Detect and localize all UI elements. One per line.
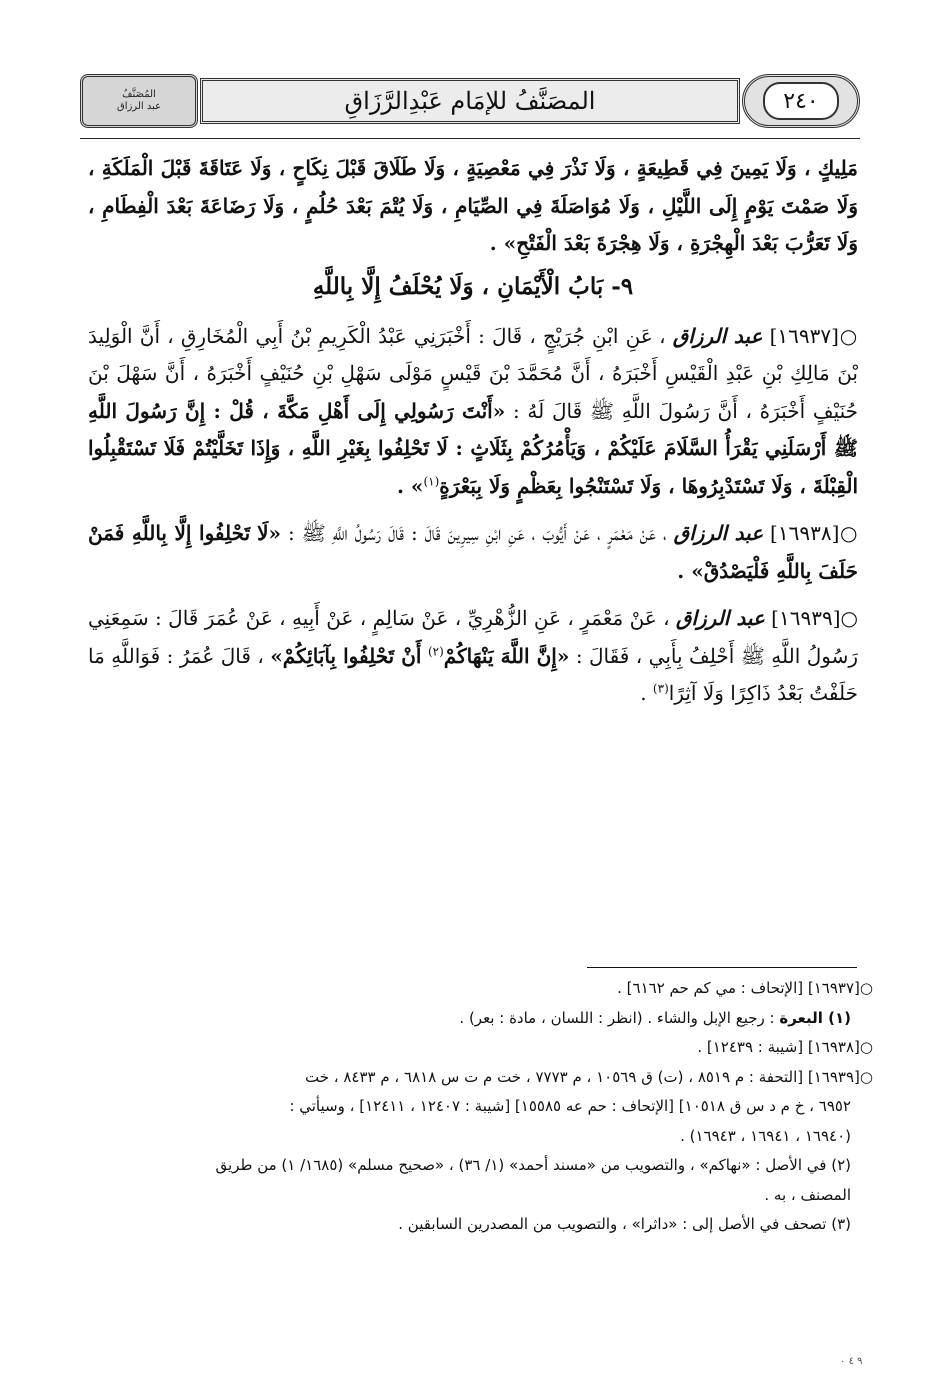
footnote: المصنف ، به . xyxy=(764,1185,851,1204)
hadith-number: ○[١٦٩٣٧] xyxy=(769,323,858,348)
hadith-continuation: مَلِيكٍ ، وَلَا يَمِينَ فِي قَطِيعَةٍ ، وَلَا نَذْرَ فِي مَعْصِيَةٍ ، وَلَا طَلَاقَ قَبْلَ نِكَاحٍ ، وَلَا عَتَاقَةَ قَبْلَ الْمَلَكَةِ ، وَلَا صَمْتَ يَوْمٍ إِلَى اللَّيْلِ ، وَلَا مُوَاصَلَةَ فِي الصِّيَامِ ، وَلَا يُتْمَ بَعْدَ حُلُمٍ ، وَلَا رَضَاعَةَ بَعْدَ الْفِطَامِ ، وَلَا تَعَرُّبَ بَعْدَ الْهِجْرَةِ ، وَلَا هِجْرَةَ بَعْدَ الْفَتْحِ» . xyxy=(88,156,858,255)
book-title: المصَنَّفُ للإمَام عَبْدِالرَّزَاقِ xyxy=(344,87,596,115)
isnad: ، عَنْ مَعْمَرٍ ، عَنِ الزُّهْرِيِّ ، عَنْ سَالِمٍ ، عَنْ أَبِيهِ ، عَنْ عُمَرَ قَالَ : سَمِعَنِي رَسُولُ اللَّهِ ﷺ أَحْلِفُ بِأَبِي ، فَقَالَ : xyxy=(88,606,859,668)
footnote: ○[١٦٩٣٩] [التحفة : م ٨٥١٩ ، (ت) ق ١٠٥٦٩ ، م ٧٧٧٣ ، خت م ت س ٦٨١٨ ، م ٨٤٣٣ ، خت xyxy=(304,1067,873,1086)
matn-end: » . xyxy=(397,473,424,498)
chapter-title: ٩- بَابُ الْأَيْمَانِ ، وَلَا يُحْلَفُ إِلَّا بِاللَّهِ xyxy=(312,272,634,300)
hadith-number: ○[١٦٩٣٩] xyxy=(771,606,858,630)
footnote-ref: (٢) xyxy=(427,643,444,658)
seal-text xyxy=(117,89,161,113)
seal-line: عبد الرزاق xyxy=(116,101,162,112)
narration-end: . xyxy=(640,681,653,705)
page-header xyxy=(80,74,860,128)
matn: «لَا تَحْلِفُوا إِلَّا بِاللَّهِ فَمَنْ حَلَفَ بِاللَّهِ فَلْيَصْدُقْ» . xyxy=(88,521,858,583)
hadith-number: ○[١٦٩٣٨] xyxy=(770,521,858,545)
footnote: (١٦٩٤٠ ، ١٦٩٤١ ، ١٦٩٤٣) . xyxy=(680,1126,851,1145)
footnote: (٢) في الأصل : «نهاكم» ، والتصويب من «مسند أحمد» (١/ ٣٦) ، «صحيح مسلم» (١٦٨٥/ ١) من طريق xyxy=(215,1156,851,1174)
hadith-16938 xyxy=(88,515,858,590)
page-number: ٢٤٠ xyxy=(783,88,819,114)
footnotes xyxy=(88,974,873,1240)
narrator: عبد الرزاق xyxy=(673,521,764,545)
footnote-rule xyxy=(587,967,857,968)
footnote: ○[١٦٩٣٧] [الإتحاف : مي كم حم ٦١٦٢] . xyxy=(617,979,873,997)
footnote: (٣) تصحف في الأصل إلى : «داثرا» ، والتصويب من المصدرين السابقين . xyxy=(398,1215,851,1233)
footnote: ○[١٦٩٣٨] [شيبة : ١٢٤٣٩] . xyxy=(697,1038,873,1056)
footnote-ref: (١) xyxy=(423,473,440,488)
isnad: ، عَنْ مَعْمَرٍ ، عَنْ أَيُّوبَ ، عَنِ ابْنِ سِيرِينَ قَالَ : قَالَ رَسُولُ اللَّهِ ﷺ : xyxy=(287,521,667,545)
narrator: عبد الرزاق xyxy=(675,606,765,630)
seal-line: المُصَنَّفُ xyxy=(122,89,156,100)
hadith-16937 xyxy=(88,318,858,506)
hadith-16939 xyxy=(88,600,858,713)
narrator: عبد الرزاق xyxy=(672,323,763,348)
page-number-frame xyxy=(763,82,839,120)
isnad: ، عَنِ ابْنِ جُرَيْجٍ ، قَالَ : أَخْبَرَنِي عَبْدُ الْكَرِيمِ بْنُ أَبِي الْمُخَارِقِ ، أَنَّ الْوَلِيدَ بْنَ مَالِكِ بْنِ عَبْدِ الْقَيْسِ أَخْبَرَهُ ، أَنَّ مُحَمَّدَ بْنَ قَيْسٍ مَوْلَى سَهْلِ بْنِ حُنَيْفٍ أَخْبَرَهُ ، أَنَّ سَهْلَ بْنَ حُنَيْفٍ أَخْبَرَهُ ، أَنَّ رَسُولَ اللَّهِ ﷺ قَالَ لَهُ : xyxy=(88,323,859,423)
main-text xyxy=(88,150,858,713)
matn: «أَنْتَ رَسُولِي إِلَى أَهْلِ مَكَّةَ ، قُلْ : إِنَّ رَسُولَ اللَّهِ ﷺ أَرْسَلَنِي يَقْرَأُ السَّلَامَ عَلَيْكُمْ ، وَيَأْمُرُكُمْ بِثَلَاثٍ : لَا تَحْلِفُوا بِغَيْرِ اللَّهِ ، وَإِذَا تَخَلَّيْتُمْ فَلَا تَسْتَقْبِلُوا الْقِبْلَةَ ، وَلَا تَسْتَدْبِرُوهَا ، وَلَا تَسْتَنْجُوا بِعَظْمٍ وَلَا بِبَعْرَةٍ xyxy=(88,398,858,498)
footnote-head: (١) البعرة xyxy=(779,1008,851,1027)
footnote xyxy=(88,1004,873,1034)
footnote: ٦٩٥٢ ، خ م د س ق ١٠٥١٨] [الإتحاف : حم عه ١٥٥٨٥] [شيبة : ١٢٤٠٧ ، ١٢٤١١] ، وسيأتي : xyxy=(289,1097,851,1115)
header-rule xyxy=(80,138,860,139)
footnote-ref: (٣) xyxy=(652,681,669,696)
narration: ، قَالَ عُمَرُ : فَوَاللَّهِ مَا حَلَفْتُ بَعْدُ ذَاكِرًا وَلَا آثِرًا xyxy=(88,643,858,705)
page-number-ornament xyxy=(742,74,860,128)
matn: «إِنَّ اللَّهَ يَنْهَاكُمْ xyxy=(443,643,570,668)
footnote-text: : رجيع الإبل والشاء . (انظر : اللسان ، مادة : بعر) . xyxy=(459,1008,775,1027)
page-mark: ٩ ٤ ٠ xyxy=(840,1356,863,1367)
matn: أَنْ تَحْلِفُوا بِآبَائِكُمْ» xyxy=(270,643,422,668)
book-seal xyxy=(80,74,198,128)
